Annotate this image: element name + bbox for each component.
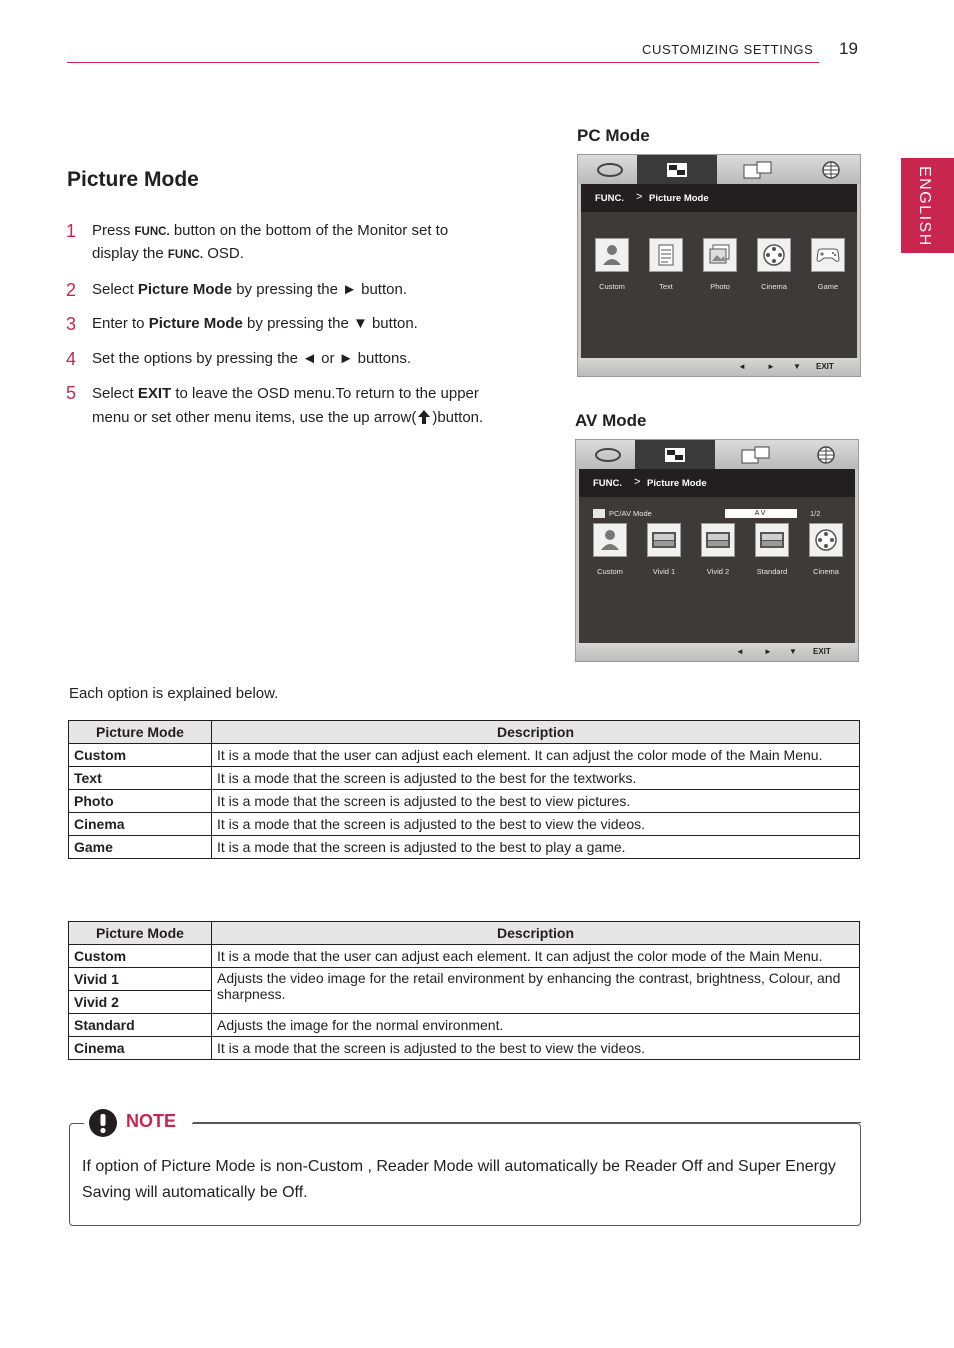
description-cell: It is a mode that the screen is adjusted to the best to view the videos. <box>212 813 860 836</box>
step-text: Set the options by pressing the ◄ or ► buttons. <box>92 350 412 367</box>
osd-tab-bar <box>578 155 860 184</box>
document-icon <box>650 239 682 271</box>
section-title: CUSTOMIZING SETTINGS <box>642 42 814 57</box>
osd-exit-button[interactable]: EXIT <box>813 647 831 656</box>
photo-icon <box>704 239 736 271</box>
description-cell: It is a mode that the screen is adjusted to the best for the textworks. <box>212 767 860 790</box>
page-title: Picture Mode <box>67 168 199 191</box>
osd-item-label: Text <box>659 282 673 291</box>
column-header: Description <box>212 721 860 744</box>
table-row <box>69 945 860 968</box>
step-5 <box>66 382 496 454</box>
step-number: 3 <box>66 314 77 334</box>
osd-item-vivid-2[interactable] <box>701 523 735 557</box>
osd-item-label: Custom <box>597 567 623 576</box>
osd-item-label: Photo <box>710 282 730 291</box>
description-cell: It is a mode that the user can adjust each element. It can adjust the color mode of the Main Menu. <box>212 744 860 767</box>
osd-item-standard[interactable] <box>755 523 789 557</box>
mode-cell: Text <box>69 767 212 790</box>
table-row <box>69 767 860 790</box>
osd-down-button[interactable]: ▼ <box>789 647 797 656</box>
osd-item-photo[interactable] <box>703 238 737 272</box>
display-tab-icon <box>743 160 775 180</box>
table-row <box>69 968 860 991</box>
column-header: Description <box>212 922 860 945</box>
description-cell: It is a mode that the screen is adjusted to the best to play a game. <box>212 836 860 859</box>
globe-icon <box>821 160 841 180</box>
osd-item-label: Custom <box>599 282 625 291</box>
intro-text: Each option is explained below. <box>69 685 279 702</box>
person-icon <box>596 239 628 271</box>
av-mode-osd-screenshot <box>575 439 859 662</box>
note-text: If option of Picture Mode is non-Custom , Reader Mode will automatically be Reader Off and Super Energy Saving will automatically be Off. <box>82 1158 836 1201</box>
pc-picture-mode-table <box>68 720 860 859</box>
osd-item-label: Cinema <box>813 567 839 576</box>
description-cell: Adjusts the image for the normal environment. <box>212 1014 860 1037</box>
osd-screen <box>581 184 857 358</box>
osd-item-vivid-1[interactable] <box>647 523 681 557</box>
osd-nav-bar <box>578 358 860 376</box>
step-3 <box>66 313 496 335</box>
pc-mode-osd-screenshot <box>577 154 861 377</box>
osd-item-cinema[interactable] <box>757 238 791 272</box>
pc-av-mode-icon <box>593 509 605 518</box>
gamepad-icon <box>812 239 844 271</box>
osd-item-custom[interactable] <box>593 523 627 557</box>
osd-item-label: Cinema <box>761 282 787 291</box>
step-number: 4 <box>66 349 77 369</box>
mode-cell: Custom <box>69 744 212 767</box>
language-label: ENGLISH <box>916 166 933 247</box>
step-text: Select Picture Mode by pressing the ► button. <box>92 281 407 298</box>
film-reel-icon <box>758 239 790 271</box>
person-icon <box>594 524 626 556</box>
language-side-tab <box>901 158 954 253</box>
note-divider <box>193 1122 861 1123</box>
osd-item-label: Vivid 2 <box>706 567 730 576</box>
display-tab-icon <box>741 445 773 465</box>
exclamation-icon <box>88 1108 118 1138</box>
step-text: Press FUNC. button on the bottom of the Monitor set to display the FUNC. OSD. <box>92 222 449 262</box>
pc-mode-label: PC Mode <box>577 126 650 145</box>
av-mode-label: AV Mode <box>575 411 647 430</box>
step-number: 2 <box>66 280 77 300</box>
screen-icon <box>702 524 734 556</box>
step-1 <box>66 220 496 266</box>
mode-cell: Game <box>69 836 212 859</box>
up-arrow-icon <box>416 409 432 425</box>
column-header: Picture Mode <box>69 922 212 945</box>
screen-icon <box>648 524 680 556</box>
osd-left-button[interactable]: ◄ <box>736 647 744 656</box>
osd-item-custom[interactable] <box>595 238 629 272</box>
table-row <box>69 744 860 767</box>
osd-item-label: Vivid 1 <box>652 567 676 576</box>
step-number: 1 <box>66 221 77 241</box>
osd-item-game[interactable] <box>811 238 845 272</box>
picture-tab-icon <box>664 447 686 463</box>
eco-icon <box>596 161 624 179</box>
mode-cell: Vivid 1 <box>69 968 212 991</box>
film-reel-icon <box>810 524 842 556</box>
column-header: Picture Mode <box>69 721 212 744</box>
screen-icon <box>756 524 788 556</box>
osd-right-button[interactable]: ► <box>767 362 775 371</box>
osd-exit-button[interactable]: EXIT <box>816 362 834 371</box>
osd-item-cinema[interactable] <box>809 523 843 557</box>
osd-right-button[interactable]: ► <box>764 647 772 656</box>
table-row <box>69 836 860 859</box>
osd-breadcrumb: FUNC. > Picture Mode <box>581 184 857 212</box>
pc-av-mode-label: PC/AV Mode <box>609 509 652 518</box>
step-text: Enter to Picture Mode by pressing the ▼ button. <box>92 315 418 332</box>
osd-breadcrumb: FUNC. > Picture Mode <box>579 469 855 497</box>
step-2 <box>66 279 496 301</box>
table-header-row <box>69 721 860 744</box>
header-divider <box>67 62 819 63</box>
osd-item-text[interactable] <box>649 238 683 272</box>
mode-cell: Cinema <box>69 813 212 836</box>
mode-cell: Standard <box>69 1014 212 1037</box>
description-cell: It is a mode that the screen is adjusted to the best to view the videos. <box>212 1037 860 1060</box>
step-4 <box>66 348 496 370</box>
table-row <box>69 790 860 813</box>
table-row <box>69 813 860 836</box>
osd-left-button[interactable]: ◄ <box>738 362 746 371</box>
osd-item-label: Standard <box>756 567 788 576</box>
table-row <box>69 1014 860 1037</box>
table-header-row <box>69 922 860 945</box>
osd-page-indicator: 1/2 <box>810 509 821 518</box>
mode-cell: Vivid 2 <box>69 991 212 1014</box>
osd-nav-bar <box>576 643 858 661</box>
step-number: 5 <box>66 383 77 403</box>
description-cell: Adjusts the video image for the retail environment by enhancing the contrast, brightness, Colour, and sharpness. <box>212 968 860 1014</box>
picture-tab-icon <box>666 162 688 178</box>
osd-item-label: Game <box>817 282 839 291</box>
step-text: Select EXIT to leave the OSD menu.To return to the upper menu or set other menu items, use the up arrow( )button. <box>92 385 484 426</box>
osd-tab-bar <box>576 440 858 469</box>
av-picture-mode-table <box>68 921 860 1060</box>
note-title: NOTE <box>126 1111 177 1131</box>
pc-av-mode-value[interactable]: AV <box>725 509 797 518</box>
mode-cell: Photo <box>69 790 212 813</box>
mode-cell: Custom <box>69 945 212 968</box>
table-row <box>69 1037 860 1060</box>
description-cell: It is a mode that the user can adjust each element. It can adjust the color mode of the Main Menu. <box>212 945 860 968</box>
mode-cell: Cinema <box>69 1037 212 1060</box>
globe-icon <box>816 445 836 465</box>
osd-screen <box>579 469 855 643</box>
eco-icon <box>594 446 622 464</box>
description-cell: It is a mode that the screen is adjusted to the best to view pictures. <box>212 790 860 813</box>
osd-down-button[interactable]: ▼ <box>793 362 801 371</box>
page-number: 19 <box>839 39 858 58</box>
